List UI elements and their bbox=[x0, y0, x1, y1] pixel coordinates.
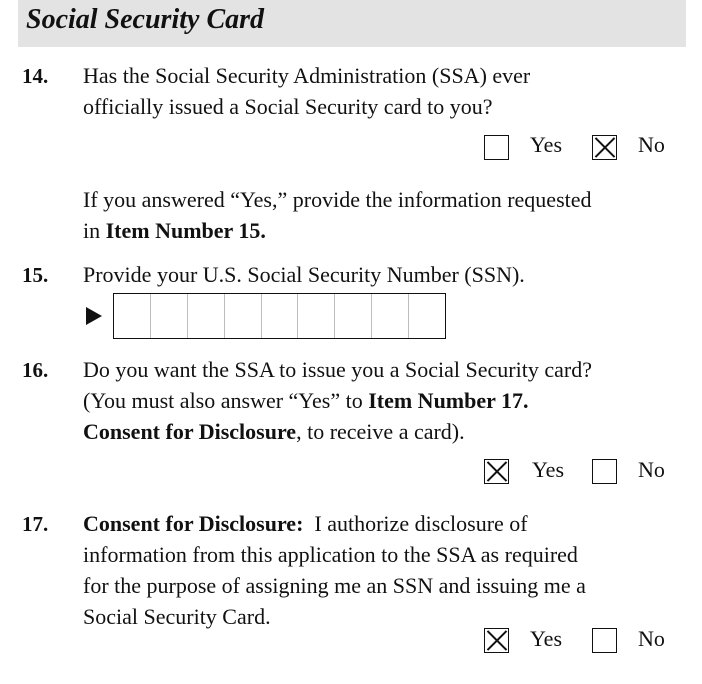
q16-text-line-3 bbox=[83, 419, 465, 445]
q16-text-line-1: Do you want the SSA to issue you a Social Security card? bbox=[83, 357, 592, 382]
consent-reference: Consent for Disclosure bbox=[83, 419, 297, 444]
q16-line2-prefix: (You must also answer “Yes” to bbox=[83, 388, 369, 413]
q16-yes-checkbox[interactable] bbox=[484, 459, 509, 484]
q14-no-label: No bbox=[638, 132, 665, 157]
item-17-reference: Item Number 17. bbox=[368, 388, 529, 413]
q16-line3-suffix: , to receive a card). bbox=[296, 419, 465, 444]
item-number-16: 16. bbox=[22, 358, 49, 382]
ssn-input[interactable] bbox=[113, 293, 446, 339]
ssn-digit-cell[interactable] bbox=[409, 294, 445, 338]
q17-yes-checkbox[interactable] bbox=[484, 628, 509, 653]
ssn-digit-cell[interactable] bbox=[298, 294, 335, 338]
q16-no-label: No bbox=[638, 457, 665, 482]
q14-text-line-1: Has the Social Security Administration (SSA) ever bbox=[83, 63, 531, 88]
q14-followup-prefix: in bbox=[83, 218, 106, 243]
ssn-digit-cell[interactable] bbox=[335, 294, 372, 338]
q16-no-checkbox[interactable] bbox=[592, 459, 617, 484]
q17-line1-rest: I authorize disclosure of bbox=[303, 511, 528, 536]
ssn-digit-cell[interactable] bbox=[188, 294, 225, 338]
ssn-digit-cell[interactable] bbox=[151, 294, 188, 338]
q17-no-checkbox[interactable] bbox=[592, 628, 617, 653]
q16-text-line-2 bbox=[83, 388, 529, 414]
ssn-digit-cell[interactable] bbox=[114, 294, 151, 338]
arrow-right-icon bbox=[86, 307, 102, 325]
q15-text: Provide your U.S. Social Security Number (SSN). bbox=[83, 262, 525, 287]
item-15-reference: Item Number 15. bbox=[105, 218, 266, 243]
item-number-17: 17. bbox=[22, 512, 49, 536]
ssn-digit-cell[interactable] bbox=[262, 294, 299, 338]
section-title: Social Security Card bbox=[26, 4, 265, 35]
consent-heading: Consent for Disclosure: bbox=[83, 511, 304, 536]
q17-yes-label: Yes bbox=[530, 626, 563, 651]
q14-followup-line-2 bbox=[83, 218, 266, 244]
q17-text-line-1 bbox=[83, 511, 528, 537]
q17-text-line-4: Social Security Card. bbox=[83, 604, 271, 629]
item-number-15: 15. bbox=[22, 263, 49, 287]
q14-yes-checkbox[interactable] bbox=[484, 135, 509, 160]
q14-text-line-2: officially issued a Social Security card to you? bbox=[83, 94, 493, 119]
q14-yes-label: Yes bbox=[530, 132, 563, 157]
q14-no-checkbox[interactable] bbox=[592, 135, 617, 160]
ssn-digit-cell[interactable] bbox=[372, 294, 409, 338]
section-header bbox=[18, 0, 686, 47]
q17-no-label: No bbox=[638, 626, 665, 651]
q17-text-line-3: for the purpose of assigning me an SSN and issuing me a bbox=[83, 573, 586, 598]
q14-followup-line-1: If you answered “Yes,” provide the information requested bbox=[83, 187, 592, 212]
q17-text-line-2: information from this application to the SSA as required bbox=[83, 542, 578, 567]
item-number-14: 14. bbox=[22, 64, 49, 88]
ssn-digit-cell[interactable] bbox=[225, 294, 262, 338]
q16-yes-label: Yes bbox=[532, 457, 565, 482]
